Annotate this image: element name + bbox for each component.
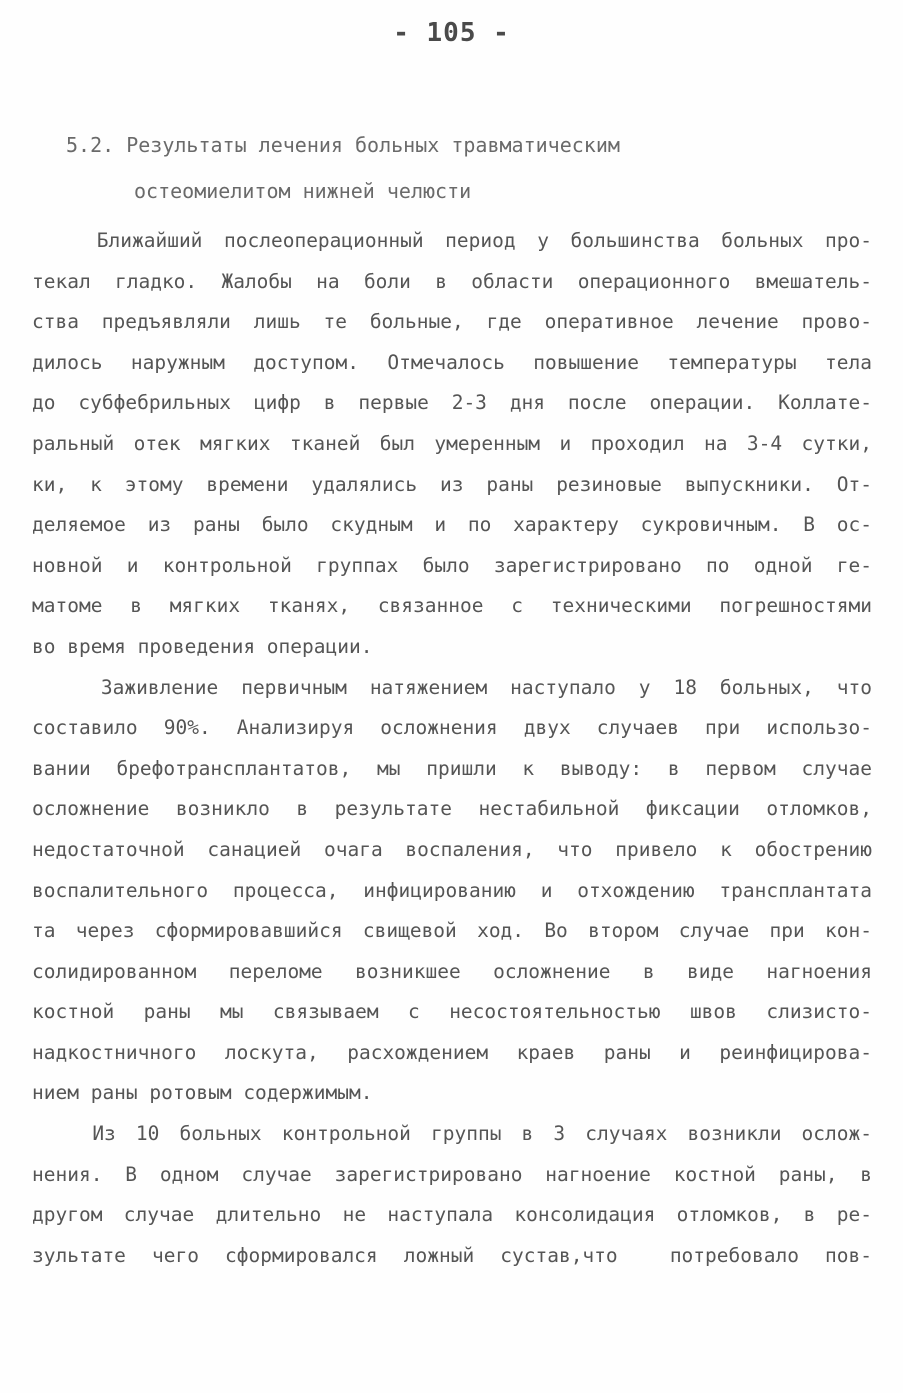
text-line: осложнение возникло в результате нестабильной фиксации отломков,	[32, 797, 872, 821]
section-heading-line-1	[66, 122, 846, 168]
section-heading	[66, 122, 846, 214]
paragraph-2	[32, 668, 872, 1115]
paragraph-3	[32, 1114, 872, 1276]
text-line: ства предъявляли лишь те больные, где оперативное лечение прово-	[32, 310, 872, 334]
body-text	[32, 221, 872, 1276]
text-line: другом случае длительно не наступала консолидация отломков, в ре-	[32, 1203, 872, 1227]
text-line: нием раны ротовым содержимым.	[32, 1081, 373, 1105]
text-line: костной раны мы связываем с несостоятельностью швов слизисто-	[32, 1000, 872, 1024]
text-line: ки, к этому времени удалялись из раны резиновые выпускники. От-	[32, 472, 872, 496]
text-line: недостаточной санацией очага воспаления, что привело к обострению	[32, 837, 872, 861]
section-number: 5.2.	[66, 133, 115, 157]
text-line: вании брефотрансплантатов, мы пришли к выводу: в первом случае	[32, 756, 872, 780]
section-title-line-1: Результаты лечения больных травматическим	[126, 133, 620, 157]
text-line: деляемое из раны было скудным и по характеру сукровичным. В ос-	[32, 513, 872, 537]
text-line: воспалительного процесса, инфицированию и отхождению трансплантата	[32, 878, 872, 902]
text-line: во время проведения операции.	[32, 634, 373, 658]
text-line: новной и контрольной группах было зарегистрировано по одной ге-	[32, 553, 872, 577]
paragraph-1	[32, 221, 872, 668]
text-line: Заживление первичным натяжением наступало у 18 больных, что	[32, 675, 872, 699]
text-line: ральный отек мягких тканей был умеренным и проходил на 3-4 сутки,	[32, 431, 872, 455]
text-line: солидированном переломе возникшее осложнение в виде нагноения	[32, 959, 872, 983]
text-line: Ближайший послеоперационный период у большинства больных про-	[32, 229, 872, 252]
page-number: - 105 -	[393, 18, 510, 48]
text-line: текал гладко. Жалобы на боли в области операционного вмешатель-	[32, 269, 872, 293]
text-line: та через сформировавшийся свищевой ход. Во втором случае при кон-	[32, 919, 872, 943]
text-line: до субфебрильных цифр в первые 2-3 дня после операции. Коллате-	[32, 391, 872, 415]
text-line: дилось наружным доступом. Отмечалось повышение температуры тела	[32, 350, 872, 374]
text-line: Из 10 больных контрольной группы в 3 случаях возникли ослож-	[32, 1122, 872, 1146]
text-line: надкостничного лоскута, расхождением краев раны и реинфицирова-	[32, 1040, 872, 1064]
text-line: нения. В одном случае зарегистрировано нагноение костной раны, в	[32, 1162, 872, 1186]
text-line: составило 90%. Анализируя осложнения двух случаев при использо-	[32, 716, 872, 740]
text-line: матоме в мягких тканях, связанное с техническими погрешностями	[32, 594, 872, 618]
section-title-line-2: остеомиелитом нижней челюсти	[134, 179, 472, 203]
text-line: зультате чего сформировался ложный сустав,что потребовало пов-	[32, 1243, 872, 1267]
